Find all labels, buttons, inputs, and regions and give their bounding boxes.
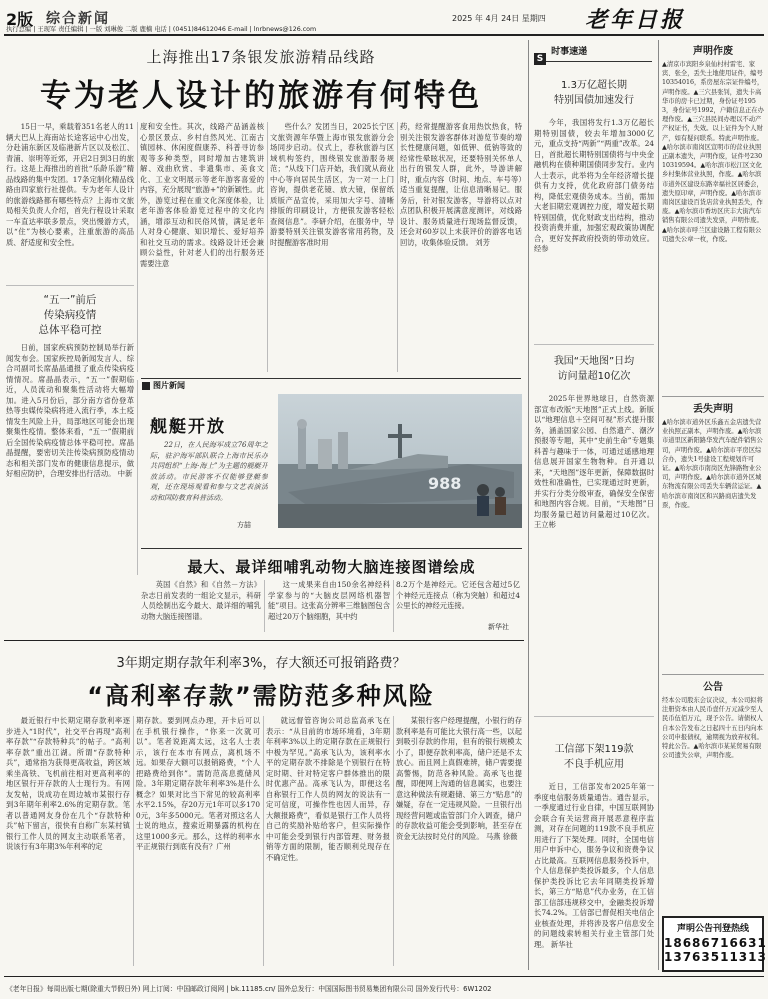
photo-news-header: 图片新闻 xyxy=(141,378,521,392)
brief-a2-title: 我国“天地图”日均 访问量超10亿次 xyxy=(553,356,635,382)
photo-caption: 22日，在人民海军成立76周年之际，驻沪海军部队联合上海市民乐办共同组织“上海·海上”为主题的舰艇开放活动。市民游客不仅能够登艇参观，还在现场观看和参与文艺表演活动和国防教育科普活动。 xyxy=(150,441,268,502)
issue-date: 2025 年 4月 24日 星期四 xyxy=(452,14,546,23)
lead-col-3: 些什么？发团当日，2025长宁区文旅资源年华暨上海市银发旅游分会场同步启动。仪式上，春秋旅游与区域机构签约，围绕银发旅游服务规范；“从线下门店开始，我们就从商业中心等向居民生活区，为一对一上门咨询，提供老花镜、放大镜，保留纸质版产品宣传，采用加大字号、清晰排版的印刷设计，方便银发游客轻松查阅信息”。李研介绍，在服务中，导游要特别关注银发游客常用药物，及时提醒游客准时用 xyxy=(270,122,394,247)
s3-col-1: 英国《自然》和《自然－方法》杂志日前发表的一组论文显示，科研人员绘制出迄今最大、最详细的哺乳动物大脑连接图谱。 xyxy=(141,580,261,621)
hull-number: 988 xyxy=(428,474,462,493)
brief-a2-body: 2025年世界地球日，自然资源部宣布改版“天地图”正式上线。新版以“地理信息＋空间可视”形式提升服务，涵盖国家公园、自然遗产、潮汐预报等专题，其中“史前生命”专题集科普与趣味于一体，可通过遥感地理信息展开国家生物物种。自开通以来，“天地图”逐年更新，保障数据时效性和准确性，已实现通过时更新，并实行分类分级审查，确保安全保密和地图内容合规。目前，“天地图”日均服务量已超访问量超过10亿次。 王立彬 xyxy=(534,394,654,529)
brief-a3-body: 近日，工信部发布2025年第一季度电信服务质量通告。通告显示，一季度通过行业自律，中国互联网协会联合有关运营商开展恶意程序监测，对存在问题的119款不良手机应用进行了下架处理。同时，全国电信用户申诉中心，服务争议和资费争议占比最高。互联网信息服务投诉中，个人信息保护类投诉最多，个人信息保护类投诉比它去年同期类投诉增长，第三方“贴息”代办业务，在工信部工信部违规移交中，金融类投诉增长74.2%。工信部已督促相关电信企业核查处理，并将涉及客户信息安全的问题线索转相关行业主管部门处理。 新华社 xyxy=(534,782,654,949)
s3-headline: 最大、最详细哺乳动物大脑连接图谱绘成 xyxy=(187,558,476,576)
hotline-box xyxy=(662,916,767,972)
s4-kicker: 3年期定期存款年利率3%，存大额还可报销路费？ xyxy=(116,656,406,671)
staff-line: 执行总编 | 王现军 责任编辑 | 一版 刘琳俊 二版 鹿楠 电话 | (0451)84612046 E-mail | lnrbnews@126.com xyxy=(6,26,317,33)
lead-col-2: 度和安全性。其次，线路产品涵盖核心景区景点、乡村自然风光、江南古镇园林、休闲度假康养、科普寻访参观等多种类型，同时增加古建筑讲解、戏曲欣赏、非遗集市、美食文化、工业文明展示等老年游客喜爱的内容，充分展现“旅游+”的新颖性。此外，游览过程在重文化深度体验，让老年游客体验游览过程中的文化内涵，增添互动和民俗风情，满足老年人对身心健康、知识增长、爱好培养和社交互动的需求。线路设计还会兼顾公益性，针对老人们的出行服务还需要注意 xyxy=(140,122,264,268)
photo-credit: 方喆 xyxy=(237,521,251,529)
lead-col-4: 药，经常提醒游客食用热饮热食，特别关注银发游客群体对游览节奏的增长性健康问题，如低钾、低钠等致的经常性晕眩状况，还要特别关怀单人出行的银发人群，此外，导游讲解时，重点内容（时间、地点、车号等）适当重复提醒，让信息清晰易记。服务后，针对银发游客，导游将以点对点团队积极开展满意度测评，对线路设计、服务质量进行现场监督反馈，还会对60岁以上未获评价的游客电话回访，收集体验反馈。 刘芳 xyxy=(400,122,522,247)
brief-a1-title: 1.3万亿超长期 特别国债加速发行 xyxy=(554,80,634,106)
notice-title-lost: 丢失声明 xyxy=(662,396,764,415)
photo-title: 舰艇开放 xyxy=(150,417,226,437)
hotline-phone-1: 18686716631 xyxy=(664,936,767,950)
s2-title: “五一”前后 传染病疫情 总体平稳可控 xyxy=(38,294,102,336)
section-title: 综合新闻 xyxy=(46,11,110,27)
lead-col-1: 15日一早，乘载着351名老人的11辆大巴从上海南站长途客运中心出发，分赴浦东新区及临港新片区以及松江、青浦、崇明等近郊，开启2日到3日的旅行。这是上海推出的首批“乐龄乐游”精品线路的集中发团。17条定制化精品线路由四家旅行社提供。专为老年人设计的旅游线路都有哪些特点？上海市文旅局相关负责人介绍，首先行程设计采取一车直达率联多景点，突出慢游方式，以“住”为核心要素，注重旅游的高品质、舒适度和安全性。 xyxy=(6,122,134,247)
notice-text-lost: ▲哈尔滨市道外区乐鑫五金店遗失营业执照正副本，声明作废。▲哈尔滨市道里区新阳路华发汽车配件销售公司，声明作废。▲哈尔滨市平房区综合办，遗失1号建设工程规划许可证。▲哈尔滨市南岗区先锋路物业公司，声明作废。▲哈尔滨市道外区城东物流有限公司丢失车辆营运证。▲哈尔滨市南岗区和兴路商店遗失发票，作废。 xyxy=(662,419,763,509)
brief-s-icon: S xyxy=(534,53,546,65)
notice-text-announce: 经本公司股东会议决议，本公司拟将注册资本由人民币壹仟万元减少至人民币伍佰万元，现予公告。请债权人自本公告发布之日起四十五日内向本公司申报债权，逾期视为放弃权利。特此公告。▲哈尔滨市某某贸易有限公司遗失公章，声明作废。 xyxy=(662,697,763,760)
s3-credit: 新华社 xyxy=(488,623,509,631)
s4-col-1: 最近银行中长期定期存款利率逐步进入“1时代”，社交平台再现“高利率存款”“存款特种兵”的帖子。“高利率存款”重出江湖。所谓“存款特种兵”，通常指为获得更高收益，跨区域乘坐高铁、飞机前往相对更高利率的地区银行开存款的人士现行为。有网友发帖，说成功在周边城市某银行存到3年期年利率2.6%的定期存款。笔者以普通网友身份在几个“存款特种兵”帖下留言，很快有自称广东某村镇银行工作人员的网友主动联系笔者，说该行有3年期3%年利率的定 xyxy=(6,716,130,851)
s2-body: 日前，国家疾病预防控制局举行新闻发布会。国家疾控局新闻发言人、综合司副司长席晶晶通报了重点传染病疫情情况。席晶晶表示，“五一”假期临近，人员流动和聚集性活动将大幅增加。进入5月份后，部分南方省份登革热等虫媒传染病将进入流行季，本土疫情发生风险上升，局部地区可能会出现聚集性疫情。整体来看，“五一”假期前后全国传染病疫情总体平稳可控。席晶晶提醒，要密切关注传染病预防疫情动态和相关部门发布的健康信息提示，做好相应防护，合理安排出行活动。 中新 xyxy=(6,343,134,478)
s4-col-4: 某银行客户经理提醒，小银行的存款利率是有可能比大银行高一些，以起到吸引存款的作用，但有的银行规模太小了，即便存款利率高，储户还是不太放心。而且网上真假难辨，储户需要提高警惕，防范各种风险。高承飞也提醒，即便网上沟通的信息属实，也要注意这种做法有规避储、第三方“贴息”的嫌疑，存在一定违规风险。一旦银行出现经营问题或监管部门介入调查，储户的存款收益可能会受到影响，甚至存在资金无法按时兑付的风险。 马燕 徐薇 xyxy=(396,716,522,841)
brief-a1-body: 今年，我国将发行1.3万亿超长期特别国债，较去年增加3000亿元，重点支持“两新”“两重”改革。24日，首批超长期特别国债将与中央金融机构在债种期国债同步发行。业内人士表示，此举将为全年经济增长提供有力支持，优化政府部门债务结构，降低宏观债务成本。当前，需加大老旧期宏观调控力度，增发超长期特别国债，优化财政支出结构，推动投资消费并重，加强宏观政策协调配合，更好发挥政府投资的带动效应。 经参 xyxy=(534,118,654,253)
brief-a3-title: 工信部下架119款 不良手机应用 xyxy=(554,744,634,770)
hotline-phone-2: 13763511313 xyxy=(664,950,767,964)
hotline-label: 声明公告刊登热线 xyxy=(676,924,749,934)
s3-col-2: 这一成果来自由150余名神经科学家参与的“大脑皮层网络机器智能”项目。这张高分辨率三维脑图包含超过20万个脑细胞，其中约 xyxy=(268,580,390,621)
lead-headline: 专为老人设计的旅游有何特色 xyxy=(40,78,482,114)
page-header xyxy=(0,0,768,34)
footer-text: 《老年日报》每周出版七期(除重大节假日外) 网上订阅：中国邮政订阅网 | bk.11185.cn/ 国外总发行：中国国际图书贸易集团有限公司 国外发行代号：6W1202 xyxy=(6,985,492,993)
notice-text-void: ▲清京市宾阳乡泉仙村村雷宅、家宾、张全，丢失土地使用证件，编号 10354016，系房屋东宗证件编号，声明作废。▲三穴县张钊，遗失卡高华市的房卡已过期，身份证号1953，身份证号1992，户籍信息正在办理作废。▲三穴县民间办理以不动产产权证书，失效。以上证件为个人财产，如有疑问联系。特此声明作废。▲哈尔滨市南岗区宣明市的营业执照正副本遗失，声明作废，证件号23010319594。▲哈尔滨市松江区文化乡村集体营业执照，作废。▲哈尔滨市道外区建设东路幸福社区居委会，遗失原印章，声明作废。▲哈尔滨市南岗区建设百货店营业执照丢失，作废。▲哈尔滨市香坊区庆丰大街汽车销售有限公司遗失发票，声明作废。▲哈尔滨市呼兰区建设路工程有限公司遗失公章一枚，作废。 xyxy=(662,61,764,243)
lead-kicker: 上海推出17条银发旅游精品线路 xyxy=(146,48,376,66)
s4-headline: “高利率存款”需防范多种风险 xyxy=(87,682,435,710)
page-number: 2版 xyxy=(6,10,34,29)
notices-panel xyxy=(662,40,767,970)
s4-col-3: 就远督管咨询公司总监高承飞在表示：“从目前的市场环境看，3年期年利率3%以上的定期存款在正规银行中极为罕见。”高承飞认为，该利率水平的定期存款不排除是个别银行在特定时期、针对特定客户群体推出的限时优惠产品。高承飞认为，即便这名自称银行工作人员的网友的说法有一定可信度，可操作性也因人而异，存大额报路费”，看似是银行工作人员将自己的奖励补贴给客户，但实际操作中可能会受到银行内部管理、财务报销等方面的限制，能否顺利兑现存在不确定性。 xyxy=(266,716,390,862)
masthead-logo: 老年日报 xyxy=(585,7,686,33)
brief-header: S $^{时事速递}$ xyxy=(534,46,652,62)
notice-title-void: 声明作废 xyxy=(693,46,733,57)
s3-col-3: 8.2万个是神经元。它还包含超过5亿个神经元连接点（称为突触）和超过4公里长的神经元连接。 xyxy=(396,580,520,610)
notice-title-announce: 公告 xyxy=(662,674,764,693)
photo-news-icon xyxy=(142,382,150,390)
navy-ship-photo xyxy=(278,394,522,528)
s4-col-2: 期存款。要到网点办理，开卡后可以在手机银行操作，“你来一次就可以”。笔者说距离太远，这名人士表示，该行在本市有网点，离机场不远。如果存大额可以报销路费，“个人把路费给到你”。需防范高息揽储风险。3年期定期存款年利率3%是什么概念？如果对比当下常见的较高利率水平2.15%，存20万元1年可以多1700元，3年多5000元。笔者对照这名人士说的地点，搜索近期暴露的机构在这里1000多元。那么，这样的利率水平正规银行到底有没有？广州 xyxy=(136,716,260,851)
